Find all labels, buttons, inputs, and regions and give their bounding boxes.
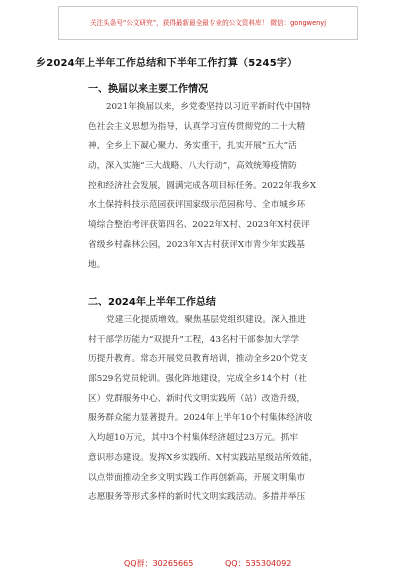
paragraph-line: 2021年换届以来，乡党委坚持以习近平新时代中国特: [106, 102, 311, 112]
paragraph-line: 境综合整治考评获第四名、2022年X村、2023年X村获评: [88, 220, 310, 231]
paragraph-line: 控和经济社会发展，圆满完成各项目标任务。2022年我乡X: [88, 180, 317, 191]
section1-heading: 一、换届以来主要工作情况: [88, 84, 208, 95]
promo-banner: [58, 6, 358, 40]
promo-banner-text: 关注头条号“公文研究”，获得最新最全最专业的公文资料库！ 微信：gongwenyj: [89, 19, 327, 27]
paragraph-line: 入均超10万元，其中3个村集体经济超过23万元。抓牢: [88, 433, 299, 444]
section2-paragraph: [88, 311, 342, 508]
section1-paragraph: [88, 98, 342, 275]
paragraph-line: 意识形态建设。发挥X乡实践所、X村实践站星级站所效能，: [88, 452, 318, 463]
paragraph-line: 服务群众能力显著提升。2024年上半年10个村集体经济收: [88, 413, 313, 424]
paragraph-line: 地。: [88, 259, 106, 270]
section2-heading: 二、2024年上半年工作总结: [88, 297, 216, 308]
paragraph-line: 动，深入实施“三大战略、八大行动”，高效统筹疫情防: [88, 161, 297, 172]
qq-group-text: QQ群：30265665: [124, 559, 194, 568]
paragraph-line: 部529名党员轮训。强化阵地建设，完成全乡14个村（社: [88, 374, 307, 385]
paragraph-line: 以点带面推动全乡文明实践工作再创新高，开展文明集市: [88, 472, 306, 483]
paragraph-line: 历提升教育。常态开展党员教育培训，推动全乡20个党支: [88, 354, 308, 365]
paragraph-line: 志愿服务等形式多样的新时代文明实践活动。多措并举压: [88, 492, 306, 503]
paragraph-line: 神，全乡上下凝心聚力、务实重干，扎实开展“五大”活: [88, 141, 297, 152]
paragraph-line: 党建三化提质增效。聚焦基层党组织建设。深入推进: [106, 315, 306, 325]
document-title: 乡2024年上半年工作总结和下半年工作打算（5245字）: [36, 58, 298, 69]
paragraph-line: 色社会主义思想为指导，认真学习宣传贯彻党的二十大精: [88, 121, 306, 132]
paragraph-line: 水土保持科技示范园获评国家级示范园称号、全市城乡环: [88, 200, 306, 211]
paragraph-line: 村干部学历能力“双提升”工程，43名村干部参加大学学: [88, 334, 300, 345]
footer-contact: [0, 558, 408, 572]
qq-number-text: QQ：535304092: [225, 559, 292, 568]
paragraph-line: 区）党群服务中心、新时代文明实践所（站）改造升级，: [88, 393, 306, 404]
paragraph-line: 省级乡村森林公园，2023年X古村获评X市青少年实践基: [88, 239, 305, 250]
